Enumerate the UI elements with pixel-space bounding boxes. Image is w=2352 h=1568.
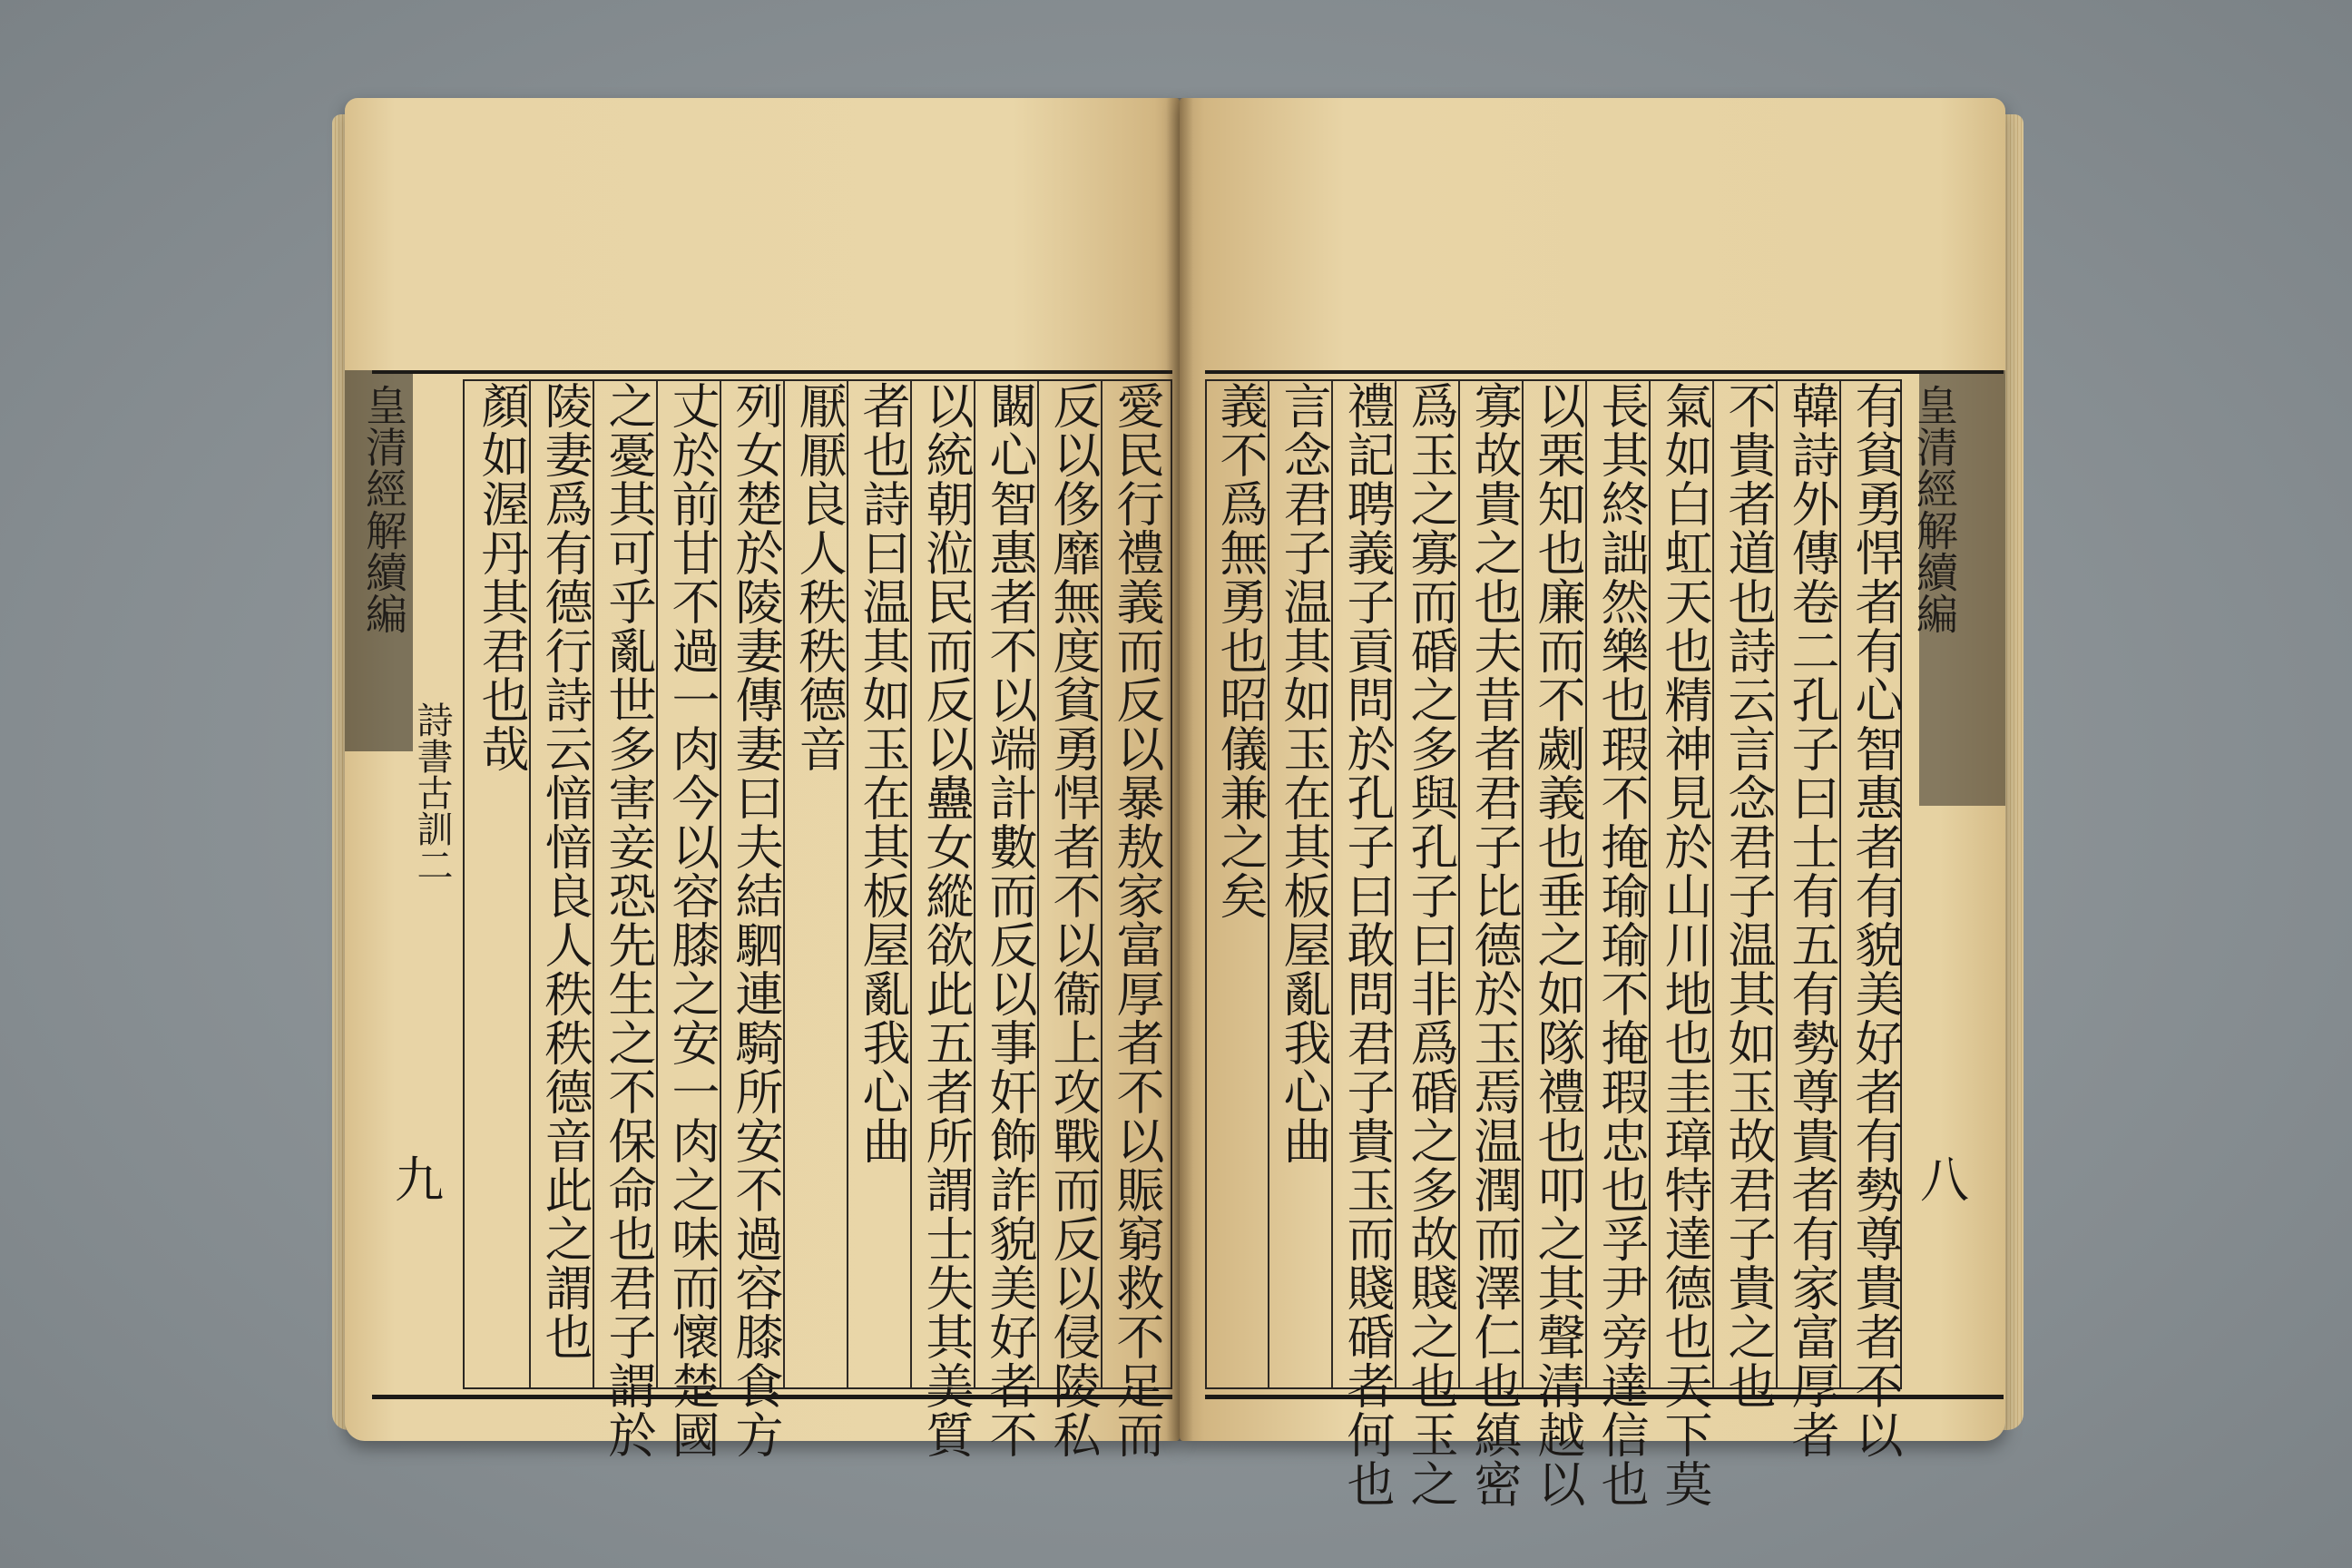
left-page bbox=[345, 98, 1180, 1459]
column-rule bbox=[783, 381, 785, 1387]
text-column: 爲玉之寡而碈之多與孔子曰非爲碈之多故賤之也玉之 bbox=[1403, 381, 1458, 1508]
left-margin-title: 皇清經解續編 bbox=[359, 384, 408, 634]
column-rule bbox=[1268, 381, 1269, 1387]
text-column: 以栗知也廉而不劌義也垂之如隊禮也叩之其聲清越以 bbox=[1530, 381, 1585, 1508]
column-rule bbox=[1839, 381, 1841, 1387]
column-rule bbox=[1395, 381, 1396, 1387]
column-rule bbox=[1585, 381, 1587, 1387]
left-text-frame bbox=[372, 370, 1172, 1459]
open-book bbox=[345, 98, 2005, 1508]
right-margin-title: 皇清經解續編 bbox=[1910, 384, 1959, 634]
column-rule bbox=[529, 381, 531, 1387]
text-column: 韓詩外傳卷二孔子曰士有五有勢尊貴者有家富厚者 bbox=[1784, 381, 1839, 1459]
text-column: 者也詩曰温其如玉在其板屋亂我心曲 bbox=[855, 381, 910, 1165]
text-column: 長其終詘然樂也瑕不掩瑜瑜不掩瑕忠也孚尹旁達信也 bbox=[1593, 381, 1649, 1508]
text-column: 愛民行禮義而反以暴敖家富厚者不以賑窮救不足而 bbox=[1109, 381, 1164, 1459]
column-rule bbox=[1649, 381, 1651, 1387]
column-rule bbox=[1458, 381, 1460, 1387]
column-rule bbox=[847, 381, 848, 1387]
text-column: 言念君子温其如玉在其板屋亂我心曲 bbox=[1276, 381, 1331, 1165]
column-rule bbox=[910, 381, 912, 1387]
right-page-number: 八 bbox=[1920, 1152, 1969, 1209]
text-column: 之憂其可乎亂世多害妾恐先生之不保命也君子謂於 bbox=[601, 381, 656, 1459]
text-column: 以統朝涖民而反以蠱女縱欲此五者所謂士失其美質 bbox=[918, 381, 974, 1459]
column-rule bbox=[593, 381, 594, 1387]
text-column: 義不爲無勇也昭儀兼之矣 bbox=[1212, 381, 1268, 920]
left-margin-section: 詩書古訓二 bbox=[411, 701, 453, 883]
text-column: 寡故貴之也夫昔者君子比德於玉焉温潤而澤仁也縝密 bbox=[1466, 381, 1522, 1508]
text-column: 陵妻爲有德行詩云愔愔良人秩秩德音此之謂也 bbox=[537, 381, 593, 1361]
left-page-number: 九 bbox=[395, 1152, 444, 1209]
book-gutter bbox=[1166, 98, 1193, 1441]
right-text-frame bbox=[1205, 370, 2004, 1508]
text-column: 有貧勇悍者有心智惠者有貌美好者有勢尊貴者不以 bbox=[1847, 381, 1903, 1459]
column-rule bbox=[1101, 381, 1102, 1387]
text-column: 禮記聘義子貢問於孔子曰敢問君子貴玉而賤碈者何也 bbox=[1339, 381, 1395, 1508]
column-rule bbox=[1331, 381, 1333, 1387]
text-column: 不貴者道也詩云言念君子温其如玉故君子貴之也 bbox=[1720, 381, 1776, 1410]
text-column: 反以侈靡無度貧勇悍者不以衞上攻戰而反以侵陵私 bbox=[1045, 381, 1101, 1459]
text-column: 列女楚於陵妻傳妻曰夫結駟連騎所安不過容膝食方 bbox=[728, 381, 783, 1459]
text-column: 丈於前甘不過一肉今以容膝之安一肉之味而懷楚國 bbox=[664, 381, 720, 1459]
column-rule bbox=[974, 381, 975, 1387]
column-rule bbox=[1037, 381, 1039, 1387]
text-column: 厭厭良人秩秩德音 bbox=[791, 381, 847, 773]
column-rule bbox=[720, 381, 721, 1387]
text-column: 氣如白虹天也精神見於山川地也圭璋特達德也天下莫 bbox=[1657, 381, 1712, 1508]
column-rule bbox=[1712, 381, 1714, 1387]
column-rule bbox=[1776, 381, 1778, 1387]
right-page bbox=[1180, 98, 2005, 1508]
text-column: 闞心智惠者不以端計數而反以事奸飾詐貌美好者不 bbox=[982, 381, 1037, 1459]
column-rule bbox=[656, 381, 658, 1387]
column-rule bbox=[1522, 381, 1524, 1387]
text-column: 顏如渥丹其君也哉 bbox=[474, 381, 529, 773]
